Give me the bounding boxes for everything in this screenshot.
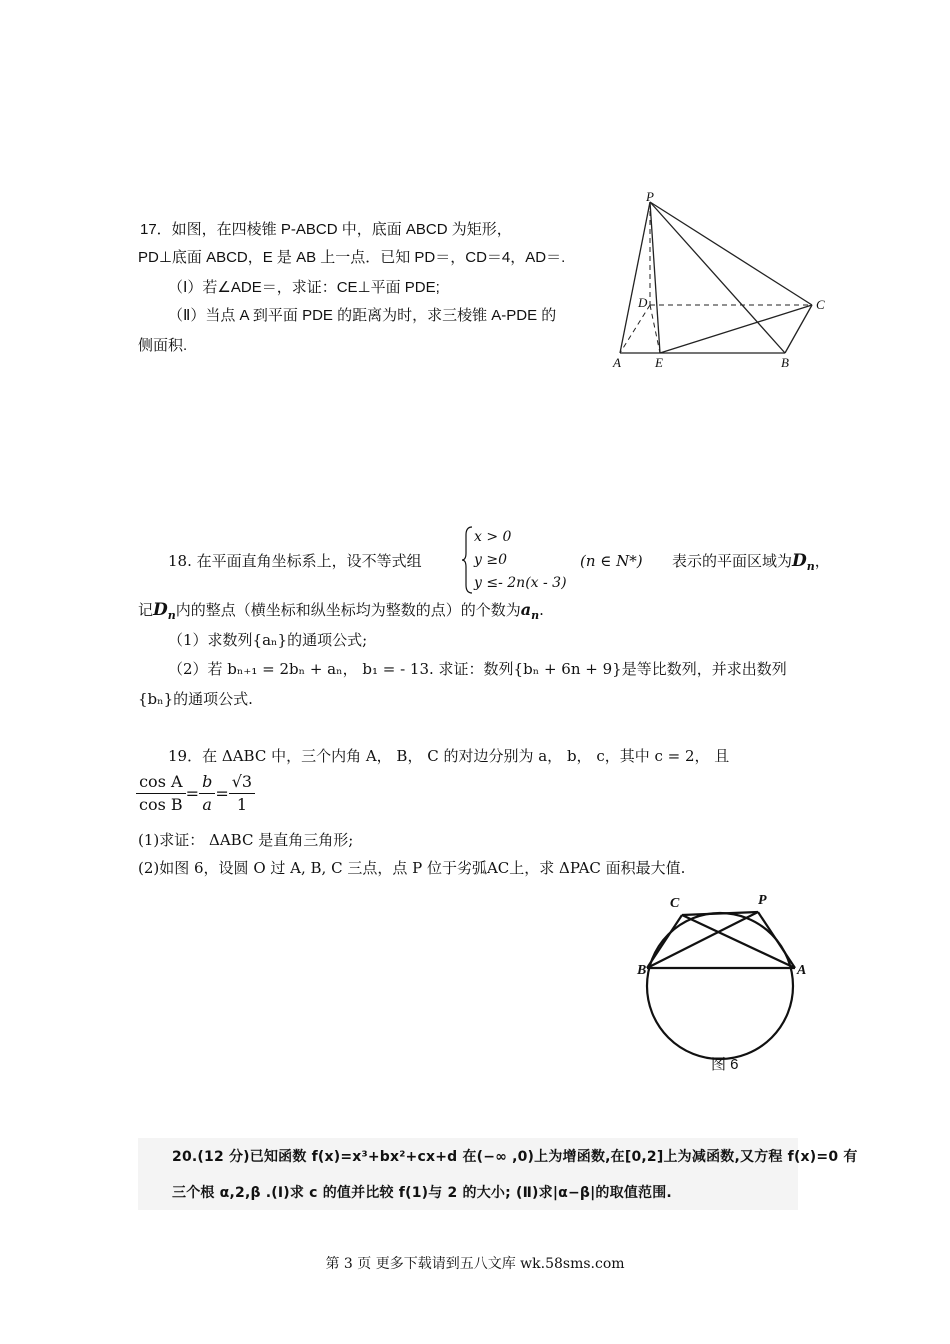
label-P: P	[646, 190, 654, 204]
q18-period: .	[539, 601, 544, 619]
chord-CP	[682, 912, 758, 915]
label-C: C	[816, 297, 825, 312]
circle-label-B: B	[637, 963, 647, 978]
figure-caption: 图 6	[711, 1056, 739, 1073]
frac2-numerator: b	[199, 771, 215, 794]
q19-part1: (1)求证： ΔABC 是直角三角形;	[138, 831, 354, 849]
q18-D2-subscript: n	[167, 609, 176, 622]
q18-line2-body: 内的整点（横坐标和纵坐标均为整数的点）的个数为	[175, 601, 521, 619]
frac2-denominator: a	[202, 795, 212, 814]
q19-equation	[136, 771, 255, 816]
q18-lead: 18. 在平面直角坐标系上，设不等式组	[168, 552, 422, 570]
q18-line2	[138, 598, 544, 628]
q20-line1: 20.(12 分)已知函数 f(x)=x³+bx²+cx+d 在(−∞ ,0)上为增函数,在[0,2]上为减函数,又方程 f(x)=0 有	[172, 1149, 858, 1165]
q18-tail	[672, 549, 830, 579]
q18-part2-cont: {bₙ}的通项公式.	[138, 690, 253, 708]
frac3-numerator: √3	[229, 771, 255, 794]
q17-part2: （Ⅱ）当点 A 到平面 PDE 的距离为时，求三棱锥 A-PDE 的	[168, 307, 557, 324]
q18-tail-text: 表示的平面区域为	[672, 552, 793, 570]
q17-line2: PD⊥底面 ABCD，E 是 AB 上一点．已知 PD＝，CD＝4，AD＝.	[138, 249, 566, 266]
q18-D-symbol: D	[792, 551, 807, 571]
fraction-b-a	[199, 771, 215, 816]
q17-part2-cont: 侧面积.	[138, 337, 188, 354]
edge-PB	[650, 202, 785, 353]
fraction-cosA-cosB	[136, 771, 186, 816]
label-D: D	[638, 295, 648, 310]
pyramid-figure	[600, 190, 840, 375]
label-A: A	[613, 355, 621, 370]
q19-line1: 19．在 ΔABC 中，三个内角 A， B， C 的对边分别为 a， b， c，其中 c = 2， 且	[168, 747, 730, 765]
q18-D2-symbol: D	[153, 600, 168, 620]
equals-1: =	[185, 784, 200, 803]
frac1-numerator: cos A	[136, 771, 186, 794]
page-footer: 第 3 页 更多下载请到五八文库 wk.58sms.com	[325, 1256, 625, 1272]
q18-D-subscript: n	[806, 560, 815, 573]
circle-label-A: A	[797, 963, 807, 978]
q20-line2: 三个根 α,2,β .(Ⅰ)求 c 的值并比较 f(1)与 2 的大小; (Ⅱ)求|α−β|的取值范围.	[172, 1185, 672, 1201]
system-ineq-3: y ≤- 2n(x - 3)	[474, 575, 567, 591]
label-E: E	[655, 355, 663, 370]
edge-PC	[650, 202, 812, 305]
fraction-sqrt3-1	[229, 771, 255, 816]
frac1-denominator: cos B	[139, 795, 183, 814]
label-B: B	[781, 355, 789, 370]
q18-part1: （1）求数列{aₙ}的通项公式;	[168, 631, 368, 649]
q18-part2: （2）若 bₙ₊₁ = 2bₙ + aₙ， b₁ = - 13. 求证：数列{bₙ + 6n + 9}是等比数列，并求出数列	[168, 660, 787, 678]
equals-2: =	[215, 784, 229, 803]
q18-condition: (n ∈ N*)	[580, 552, 643, 570]
edge-PE	[650, 202, 660, 353]
system-ineq-2: y ≥0	[474, 552, 507, 568]
q18-comma: ，	[814, 552, 830, 570]
q18-line2-lead: 记	[138, 601, 154, 619]
q17-part1: （Ⅰ）若∠ADE＝，求证：CE⊥平面 PDE;	[168, 279, 440, 296]
q19-part2: (2)如图 6，设圆 O 过 A, B, C 三点，点 P 位于劣弧AC上，求 ΔPAC 面积最大值.	[138, 859, 686, 877]
circle-label-P: P	[758, 893, 767, 908]
system-ineq-1: x > 0	[474, 529, 512, 545]
circle-figure	[620, 882, 825, 1082]
q20-block	[138, 1138, 858, 1210]
frac3-denominator: 1	[236, 795, 247, 814]
q18-a-subscript: n	[531, 609, 540, 622]
circle-label-C: C	[670, 896, 680, 911]
edge-PA	[620, 202, 650, 353]
q18-a-symbol: a	[520, 600, 532, 619]
q17-line1: 17．如图，在四棱锥 P-ABCD 中，底面 ABCD 为矩形，	[140, 221, 512, 238]
